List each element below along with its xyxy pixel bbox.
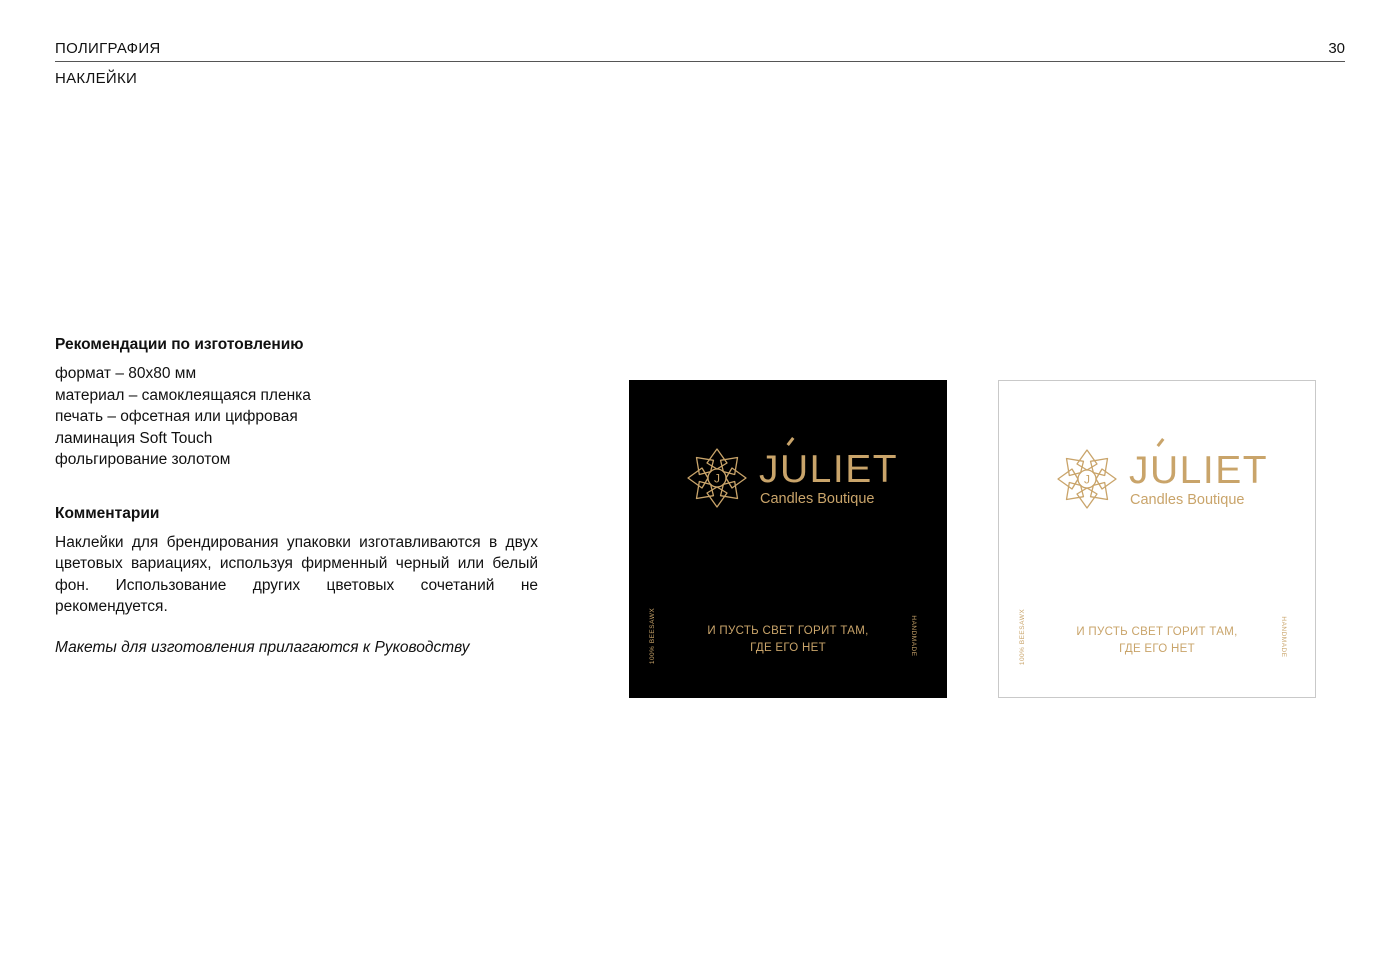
- brand-accent-mark: [1157, 438, 1165, 447]
- recommendations-title: Рекомендации по изготовлению: [55, 336, 304, 353]
- sticker-slogan: [999, 624, 1315, 658]
- side-text-handmade: HANDMADE: [1280, 616, 1287, 658]
- spec-item-format: формат – 80x80 мм: [55, 365, 197, 382]
- slogan-line-2: ГДЕ ЕГО НЕТ: [1119, 643, 1195, 655]
- brand-name: JULIET: [759, 448, 899, 491]
- recommendations-list: [55, 363, 538, 471]
- side-text-beeswax: 100% BEESAWX: [1019, 608, 1026, 666]
- page-number: 30: [1328, 40, 1345, 57]
- sticker-black-variant: [629, 380, 947, 698]
- header-divider: [55, 61, 1345, 62]
- sticker-white-variant: [998, 380, 1316, 698]
- spec-item-foil: фольгирование золотом: [55, 451, 231, 468]
- brand-name: JULIET: [1129, 449, 1269, 492]
- subsection-title: НАКЛЕЙКИ: [55, 70, 138, 87]
- text-column: [55, 336, 538, 657]
- spec-item-print: печать – офсетная или цифровая: [55, 408, 298, 425]
- slogan-line-1: И ПУСТЬ СВЕТ ГОРИТ ТАМ,: [707, 625, 869, 637]
- comments-paragraph: Наклейки для брендирования упаковки изготавливаются в двух цветовых вариациях, используя фирменный черный или белый фон. Использование других цветовых сочетаний не рекомендуется.: [55, 533, 538, 615]
- mandala-logo-icon: [685, 446, 749, 510]
- comments-title: Комментарии: [55, 504, 160, 522]
- slogan-line-2: ГДЕ ЕГО НЕТ: [750, 642, 826, 654]
- mandala-logo-icon: [1055, 447, 1119, 511]
- spec-item-lamination: ламинация Soft Touch: [55, 429, 213, 447]
- logo-letter: J: [1084, 472, 1090, 487]
- logo-letter: J: [714, 471, 720, 486]
- spec-item-material: материал – самоклеящаяся пленка: [55, 386, 311, 404]
- section-title: ПОЛИГРАФИЯ: [55, 40, 161, 57]
- sticker-slogan: [629, 623, 947, 657]
- brand-subtitle: Candles Boutique: [760, 491, 875, 507]
- brand-accent-mark: [787, 437, 795, 446]
- slogan-line-1: И ПУСТЬ СВЕТ ГОРИТ ТАМ,: [1076, 626, 1238, 638]
- brand-subtitle: Candles Boutique: [1130, 492, 1245, 508]
- side-text-handmade: HANDMADE: [910, 615, 917, 657]
- comments-note: Макеты для изготовления прилагаются к Руководству: [55, 638, 470, 656]
- side-text-beeswax: 100% BEESAWX: [649, 607, 656, 665]
